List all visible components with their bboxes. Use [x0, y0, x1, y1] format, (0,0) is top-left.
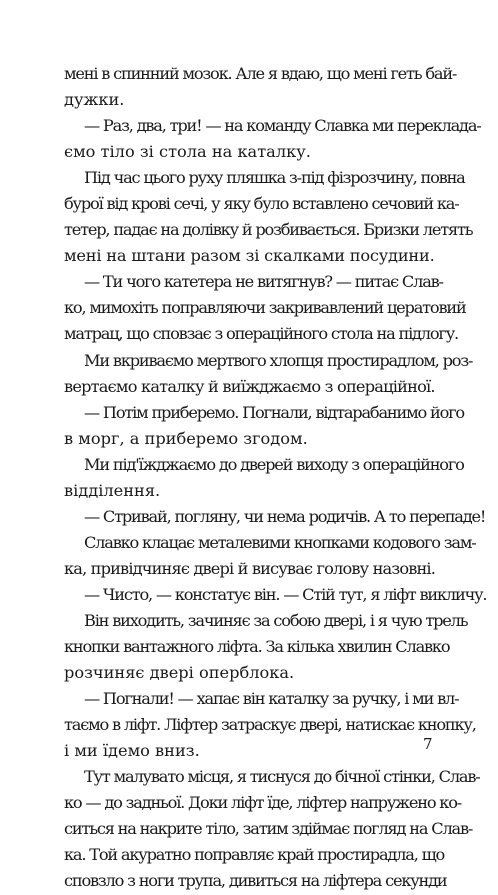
paragraph — [64, 113, 481, 165]
paragraph — [64, 686, 476, 764]
text-line: Під час цього руху пляшка з-під фізрозчину, повна — [84, 168, 465, 188]
text-line: — Потім приберемо. Погнали, відтарабанимо його — [84, 402, 464, 422]
text-line: і ми їдемо вниз. — [64, 741, 200, 761]
text-line: кнопки вантажного ліфта. За кілька хвилин Славко — [64, 637, 450, 657]
paragraph — [64, 452, 464, 504]
text-line: — Ти чого катетера не витягнув? — питає Слав- — [84, 272, 443, 292]
text-line: сповзло з ноги трупа, дивиться на ліфтера секунди — [64, 871, 447, 891]
paragraph — [64, 504, 486, 530]
text-line: ко, мимохіть поправляючи закривавлений цератовий — [64, 298, 466, 318]
text-line: вертаємо каталку й виїжджаємо з операційної. — [64, 376, 435, 396]
text-line: — Стривай, погляну, чи нема родичів. А то перепаде! — [84, 506, 486, 526]
text-line: ка, привідчиняє двері й висуває голову назовні. — [64, 558, 436, 578]
text-line: дужки. — [64, 90, 125, 110]
paragraph — [64, 348, 473, 400]
paragraph — [64, 764, 480, 894]
text-line: матрац, що сповзає з операційного стола на підлогу. — [64, 324, 458, 344]
paragraph — [64, 165, 473, 269]
text-line: ємо тіло зі стола на каталку. — [64, 142, 311, 162]
text-line: ситься на накрите тіло, затим здіймає погляд на Слав- — [64, 819, 473, 839]
paragraph — [64, 400, 464, 452]
text-line: ко — до задньої. Доки ліфт їде, ліфтер напружено ко- — [64, 793, 462, 813]
paragraph — [64, 530, 476, 582]
text-line: — Чисто, — констатує він. — Стій тут, я ліфт викличу. — [84, 584, 487, 604]
paragraph — [64, 61, 457, 113]
text-line: таємо в ліфт. Ліфтер затраскує двері, натискає кнопку, — [64, 715, 476, 735]
text-line: бурої від крові сечі, у яку було вставлено сечовий ка- — [64, 194, 459, 214]
page-number: 7 — [423, 735, 433, 753]
text-line: розчиняє двері оперблока. — [64, 663, 295, 683]
paragraph — [64, 269, 466, 347]
text-line: мені в спинний мозок. Але я вдаю, що мені геть бай- — [64, 64, 457, 83]
text-line: Тут малувато місця, я тиснуся до бічної стінки, Слав- — [84, 767, 480, 787]
text-line: Ми під'їжджаємо до дверей виходу з операційного — [84, 454, 464, 474]
text-line: в морг, а приберемо згодом. — [64, 428, 308, 448]
paragraph — [64, 582, 487, 608]
text-line: тетер, падає на долівку й розбивається. Бризки летять — [64, 220, 473, 240]
paragraph — [64, 608, 468, 686]
text-line: Славко клацає металевими кнопками кодового зам- — [84, 532, 476, 552]
text-line: — Погнали! — хапає він каталку за ручку, і ми вл- — [84, 689, 459, 709]
text-line: мені на штани разом зі скалками посудини. — [64, 246, 435, 266]
body-text — [64, 61, 487, 895]
text-line: Він виходить, зачиняє за собою двері, і я чую трель — [84, 610, 468, 630]
text-line: відділення. — [64, 480, 161, 500]
text-line: Ми вкриваємо мертвого хлопця простирадлом, роз- — [84, 350, 473, 370]
text-line: ка. Той акуратно поправляє край простирадла, що — [64, 845, 445, 865]
text-line: — Раз, два, три! — на команду Славка ми перекладa- — [84, 116, 481, 136]
